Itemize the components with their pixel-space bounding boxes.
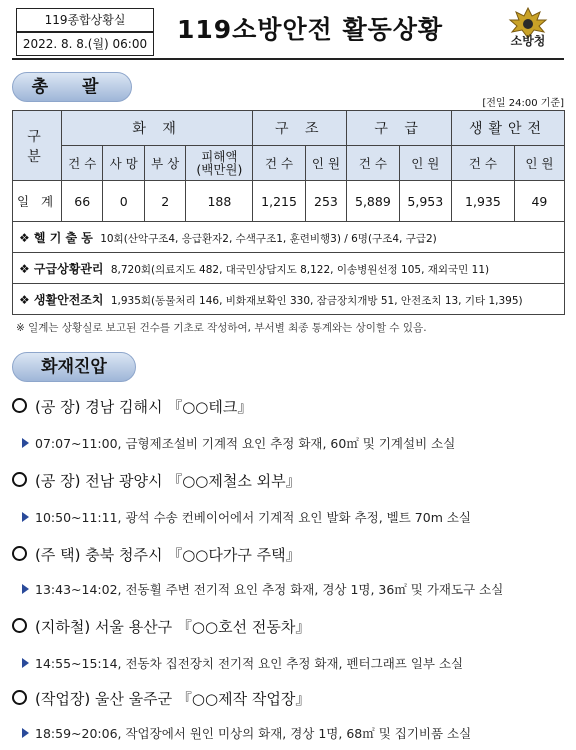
incident-desc-text: 13:43~14:02, 전동휠 주변 전기적 요인 추정 화재, 경상 1명, 36㎡ 및 가재도구 소실	[35, 582, 504, 597]
triangle-bullet-icon	[22, 512, 29, 522]
triangle-bullet-icon	[22, 584, 29, 594]
detail-label: ❖ 생활안전조치	[19, 292, 104, 307]
value-cell: 49	[514, 181, 564, 222]
detail-label: ❖ 헬 기 출 동	[19, 230, 93, 245]
value-cell: 1,935	[451, 181, 514, 222]
value-cell: 0	[103, 181, 144, 222]
group-ems: 구 급	[347, 111, 452, 146]
subheader: 인 원	[514, 146, 564, 181]
subheader: 건 수	[62, 146, 103, 181]
incident-desc	[22, 434, 455, 452]
incident-desc	[22, 654, 463, 672]
incident-title	[12, 470, 301, 491]
circle-bullet-icon	[12, 618, 27, 633]
triangle-bullet-icon	[22, 658, 29, 668]
incident-desc-text: 14:55~15:14, 전동차 집전장치 전기적 요인 추정 화재, 펜터그래프 일부 소실	[35, 656, 464, 671]
logo-text: 소방청	[510, 34, 546, 48]
detail-label: ❖ 구급상황관리	[19, 261, 104, 276]
value-cell: 253	[305, 181, 346, 222]
incident-title	[12, 396, 252, 417]
row-header: 구 분	[13, 111, 62, 181]
header-divider	[12, 58, 564, 60]
incident-desc	[22, 724, 471, 742]
subheader: 인 원	[305, 146, 346, 181]
subheader: 인 원	[399, 146, 451, 181]
detail-text: 10회(산악구조4, 응급환자2, 수색구조1, 훈련비행3) / 6명(구조4, 구급2)	[100, 232, 437, 245]
row-label-daily-total: 일 계	[13, 181, 62, 222]
footnote: ※ 일계는 상황실로 보고된 건수를 기초로 작성하여, 부서별 최종 통계와는 상이할 수 있음.	[16, 322, 427, 334]
subheader: 사 망	[103, 146, 144, 181]
value-cell: 2	[144, 181, 185, 222]
value-cell: 66	[62, 181, 103, 222]
incident-title	[12, 544, 301, 565]
incident-title-text: (공 장) 전남 광양시 『○○제철소 외부』	[35, 472, 301, 490]
group-fire: 화 재	[62, 111, 253, 146]
incident-title-text: (작업장) 울산 울주군 『○○제작 작업장』	[35, 690, 311, 708]
circle-bullet-icon	[12, 398, 27, 413]
incident-title-text: (주 택) 충북 청주시 『○○다가구 주택』	[35, 546, 301, 564]
circle-bullet-icon	[12, 690, 27, 705]
report-date: 2022. 8. 8.(월) 06:00	[16, 32, 154, 56]
value-cell: 188	[186, 181, 253, 222]
value-cell: 5,953	[399, 181, 451, 222]
detail-safety-actions	[13, 284, 565, 315]
value-cell: 5,889	[347, 181, 399, 222]
group-rescue: 구 조	[253, 111, 347, 146]
incident-title-text: (공 장) 경남 김해시 『○○테크』	[35, 398, 253, 416]
incident-desc-text: 18:59~20:06, 작업장에서 원인 미상의 화재, 경상 1명, 68㎡ 및 집기비품 소실	[35, 726, 472, 741]
subheader: 건 수	[451, 146, 514, 181]
value-cell: 1,215	[253, 181, 305, 222]
triangle-bullet-icon	[22, 438, 29, 448]
subheader: 피해액 (백만원)	[186, 146, 253, 181]
circle-bullet-icon	[12, 546, 27, 561]
detail-helicopter	[13, 222, 565, 253]
incident-desc	[22, 508, 471, 526]
group-safety: 생활안전	[451, 111, 564, 146]
section-label-fire: 화재진압	[12, 352, 136, 382]
incident-title-text: (지하철) 서울 용산구 『○○호선 전동차』	[35, 618, 311, 636]
incident-title	[12, 616, 310, 637]
detail-text: 1,935회(동물처리 146, 비화재보확인 330, 잠금장치개방 51, 안전조치 13, 기타 1,395)	[110, 294, 523, 307]
subheader: 건 수	[347, 146, 399, 181]
basis-time: [전일 24:00 기준]	[482, 98, 564, 109]
detail-ems-management	[13, 253, 565, 284]
incident-title	[12, 688, 310, 709]
subheader: 건 수	[253, 146, 305, 181]
incident-desc-text: 07:07~11:00, 금형제조설비 기계적 요인 추정 화재, 60㎡ 및 기계설비 소실	[35, 436, 456, 451]
subheader: 부 상	[144, 146, 185, 181]
circle-bullet-icon	[12, 472, 27, 487]
triangle-bullet-icon	[22, 728, 29, 738]
incident-desc	[22, 580, 503, 598]
page-title: 119소방안전 활동상황	[176, 15, 444, 44]
section-label-summary: 총 괄	[12, 72, 132, 102]
detail-text: 8,720회(의료지도 482, 대국민상담지도 8,122, 이송병원선정 105, 재외국민 11)	[110, 263, 490, 276]
situation-room-label: 119종합상황실	[16, 8, 154, 32]
incident-desc-text: 10:50~11:11, 광석 수송 컨베이어에서 기계적 요인 발화 추정, 벨트 70m 소실	[35, 510, 472, 525]
summary-table	[12, 110, 565, 315]
